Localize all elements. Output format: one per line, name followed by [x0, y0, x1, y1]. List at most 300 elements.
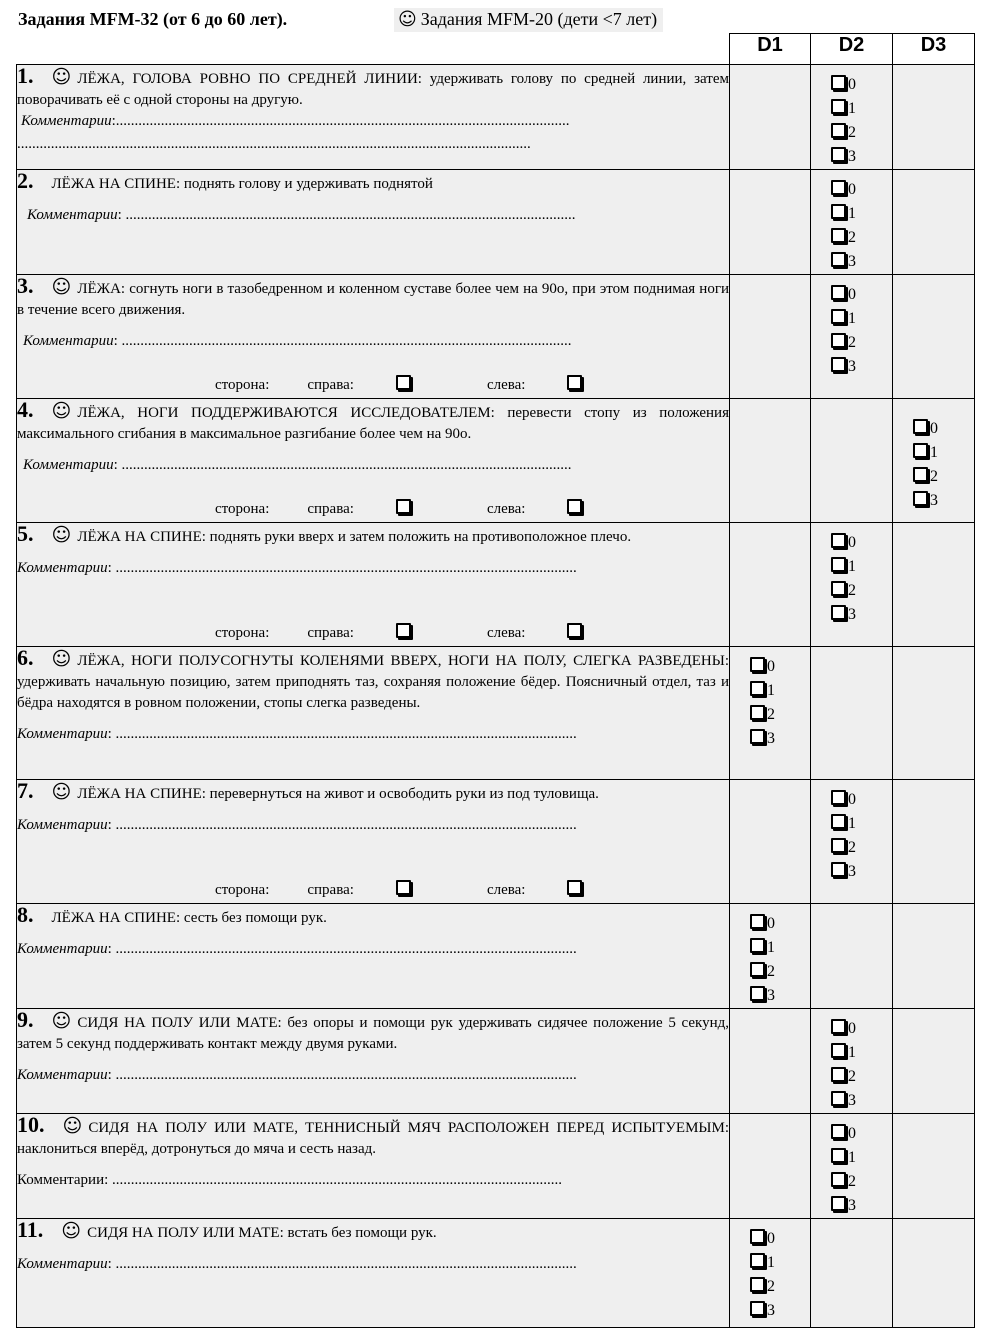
comment-line[interactable] [17, 558, 729, 579]
score-value: 2 [848, 334, 856, 351]
score-checkbox[interactable] [831, 1091, 846, 1106]
score-value: 3 [848, 1092, 856, 1109]
score-cell-d1 [730, 780, 811, 904]
mfm20-legend-text: Задания MFM-20 (дети <7 лет) [420, 9, 658, 29]
score-cell-d1 [730, 904, 811, 1009]
right-label: справа: [307, 882, 354, 898]
score-cell-d1 [730, 1114, 811, 1219]
score-cell-d1 [730, 1219, 811, 1328]
side-selector [215, 880, 658, 901]
score-cell-d2 [811, 904, 893, 1009]
smiley-icon: ☺ [51, 781, 72, 803]
left-checkbox[interactable] [567, 499, 582, 514]
task-number: 5. [17, 521, 34, 546]
score-cell-d1 [730, 523, 811, 647]
score-option[interactable] [831, 555, 892, 579]
score-cell-d2 [811, 65, 893, 170]
task-instruction: перевести стопу из положения максимального сгибания в максимальное разгибание более чем на 90о. [17, 405, 729, 442]
score-value: 3 [930, 492, 938, 509]
task-row [17, 1219, 975, 1328]
task-instruction: встать без помощи рук. [283, 1225, 437, 1241]
score-value: 1 [767, 939, 775, 956]
score-cell-d1 [730, 65, 811, 170]
score-option[interactable] [831, 1041, 892, 1065]
score-option[interactable] [831, 860, 892, 884]
task-instruction: сесть без помощи рук. [180, 910, 327, 926]
left-side-option[interactable] [487, 501, 621, 517]
side-selector [215, 375, 658, 396]
score-value: 3 [848, 253, 856, 270]
score-cell-d3 [893, 170, 975, 275]
score-option[interactable] [831, 1089, 892, 1113]
score-checkbox[interactable] [831, 180, 846, 195]
mfm20-legend [394, 8, 663, 32]
score-value: 3 [848, 1197, 856, 1214]
score-value: 2 [848, 839, 856, 856]
task-instruction: поднять голову и удерживать поднятой [180, 176, 433, 192]
task-number: 4. [17, 397, 34, 422]
score-checkbox[interactable] [831, 285, 846, 300]
score-checkbox[interactable] [831, 123, 846, 138]
task-description [17, 170, 729, 195]
score-option[interactable] [831, 579, 892, 603]
score-checkbox[interactable] [831, 1067, 846, 1082]
score-value: 3 [767, 987, 775, 1004]
score-option[interactable] [831, 1065, 892, 1089]
task-row [17, 275, 975, 399]
score-option[interactable] [750, 1275, 810, 1299]
right-checkbox[interactable] [396, 375, 411, 390]
score-cell-d3 [893, 523, 975, 647]
score-cell-d1 [730, 399, 811, 523]
score-value: 0 [848, 181, 856, 198]
score-option[interactable] [831, 836, 892, 860]
task-number: 6. [17, 645, 34, 670]
score-value: 3 [767, 1302, 775, 1319]
score-value: 0 [767, 915, 775, 932]
score-cell-d1 [730, 647, 811, 780]
score-checkbox[interactable] [750, 1301, 765, 1316]
score-value: 1 [848, 815, 856, 832]
score-checkbox[interactable] [750, 657, 765, 672]
right-label: справа: [307, 501, 354, 517]
left-side-option[interactable] [487, 882, 621, 898]
score-checkbox[interactable] [831, 1019, 846, 1034]
score-option[interactable] [750, 936, 810, 960]
score-option[interactable] [831, 531, 892, 555]
score-value: 0 [848, 76, 856, 93]
score-option[interactable] [750, 912, 810, 936]
score-option[interactable] [831, 250, 892, 274]
score-option[interactable] [831, 283, 892, 307]
left-label: слева: [486, 377, 526, 393]
score-cell-d2 [811, 1219, 893, 1328]
score-option[interactable] [913, 465, 974, 489]
score-cell-d1 [730, 1009, 811, 1114]
comment-line[interactable] [17, 1170, 729, 1191]
left-checkbox[interactable] [567, 623, 582, 638]
comment-dots: : ........................................................................................................................... [107, 1067, 577, 1083]
score-checkbox[interactable] [831, 838, 846, 853]
score-checkbox[interactable] [913, 443, 928, 458]
score-option[interactable] [831, 788, 892, 812]
score-checkbox[interactable] [831, 1148, 846, 1163]
score-checkbox[interactable] [831, 204, 846, 219]
comment-line[interactable] [17, 331, 729, 352]
task-title: ЛЁЖА, НОГИ ПОДДЕРЖИВАЮТСЯ ИССЛЕДОВАТЕЛЕМ: [77, 405, 495, 421]
task-title: ЛЁЖА, НОГИ ПОЛУСОГНУТЫ КОЛЕНЯМИ ВВЕРХ, НОГИ НА ПОЛУ, СЛЕГКА РАЗВЕДЕНЫ: [77, 653, 729, 669]
score-option[interactable] [831, 1194, 892, 1218]
score-value: 0 [848, 534, 856, 551]
score-checkbox[interactable] [831, 228, 846, 243]
score-value: 3 [848, 606, 856, 623]
side-label: сторона: [215, 377, 270, 393]
task-description [17, 523, 729, 548]
score-checkbox[interactable] [831, 581, 846, 596]
score-value: 3 [848, 358, 856, 375]
comment-line[interactable] [17, 455, 729, 476]
score-value: 1 [848, 100, 856, 117]
score-cell-d3 [893, 65, 975, 170]
score-value: 2 [930, 468, 938, 485]
task-instruction: согнуть ноги в тазобедренном и коленном суставе более чем на 90о, при этом поднимая ноги в течение всего движения. [17, 281, 729, 318]
task-description [17, 780, 729, 805]
task-cell [17, 399, 730, 523]
score-checkbox[interactable] [831, 309, 846, 324]
task-number: 8. [17, 902, 34, 927]
task-cell [17, 170, 730, 275]
score-checkbox[interactable] [831, 252, 846, 267]
right-checkbox[interactable] [396, 623, 411, 638]
score-option[interactable] [750, 960, 810, 984]
comment-line[interactable] [17, 1254, 729, 1275]
right-label: справа: [307, 377, 354, 393]
comment-label: Комментарии [17, 726, 108, 742]
comment-dots: : ........................................................................................................................... [107, 726, 577, 742]
score-cell-d3 [893, 647, 975, 780]
score-value: 1 [848, 205, 856, 222]
task-title: ЛЁЖА НА СПИНЕ: [51, 910, 181, 926]
score-checkbox[interactable] [831, 75, 846, 90]
score-value: 3 [767, 730, 775, 747]
task-instruction: перевернуться на живот и освободить руки из под туловища. [205, 786, 599, 802]
score-cell-d2 [811, 399, 893, 523]
smiley-icon: ☺ [51, 648, 72, 670]
task-instruction: удерживать начальную позицию, затем приподнять таз, сохраняя положение бёдер. Поясничный отдел, таз и бёдра находятся в ровном положении, стопы слегка разведены. [17, 674, 729, 711]
score-checkbox[interactable] [750, 986, 765, 1001]
task-description [17, 275, 729, 321]
score-value: 0 [848, 791, 856, 808]
comment-dots: : ........................................................................................................................ [117, 207, 576, 223]
score-value: 2 [848, 582, 856, 599]
score-option[interactable] [831, 1017, 892, 1041]
comment-dots: : ........................................................................................................................ [113, 333, 572, 349]
right-checkbox[interactable] [396, 880, 411, 895]
score-checkbox[interactable] [831, 605, 846, 620]
score-option[interactable] [750, 703, 810, 727]
task-number: 2. [17, 168, 34, 193]
right-side-option[interactable] [307, 625, 449, 641]
right-label: справа: [307, 625, 354, 641]
score-option[interactable] [913, 417, 974, 441]
right-checkbox[interactable] [396, 499, 411, 514]
task-description [17, 1219, 729, 1244]
task-number: 9. [17, 1007, 34, 1032]
score-value: 1 [848, 1044, 856, 1061]
task-number: 10. [17, 1112, 45, 1137]
task-title: ЛЁЖА НА СПИНЕ: [77, 529, 206, 545]
score-option[interactable] [831, 355, 892, 379]
score-checkbox[interactable] [831, 1124, 846, 1139]
task-cell [17, 65, 730, 170]
score-option[interactable] [831, 603, 892, 627]
score-option[interactable] [831, 145, 892, 169]
score-checkbox[interactable] [831, 557, 846, 572]
comment-dots: : ........................................................................................................................... [107, 560, 577, 576]
comment-label: Комментарии [17, 941, 108, 957]
task-number: 1. [17, 63, 34, 88]
page-header [18, 6, 968, 36]
score-checkbox[interactable] [913, 419, 928, 434]
task-row [17, 170, 975, 275]
comment-line[interactable] [17, 205, 729, 226]
score-checkbox[interactable] [913, 491, 928, 506]
task-description [17, 647, 729, 714]
comment-label: Комментарии [27, 207, 118, 223]
comment-line[interactable] [17, 724, 729, 745]
side-selector [215, 623, 658, 644]
comment-line-2[interactable] [17, 134, 729, 155]
comment-dots: : ........................................................................................................................ [113, 457, 572, 473]
score-checkbox[interactable] [750, 1277, 765, 1292]
score-value: 2 [767, 963, 775, 980]
task-row [17, 1114, 975, 1219]
score-value: 3 [848, 863, 856, 880]
score-cell-d3 [893, 399, 975, 523]
score-cell-d1 [730, 275, 811, 399]
score-option[interactable] [831, 1170, 892, 1194]
task-row [17, 647, 975, 780]
score-cell-d2 [811, 523, 893, 647]
score-option[interactable] [831, 331, 892, 355]
smiley-icon: ☺ [62, 1115, 83, 1137]
score-option[interactable] [913, 489, 974, 513]
score-checkbox[interactable] [831, 1043, 846, 1058]
score-checkbox[interactable] [831, 533, 846, 548]
column-header-d2: D2 [811, 34, 893, 65]
score-checkbox[interactable] [831, 99, 846, 114]
score-value: 1 [767, 682, 775, 699]
score-checkbox[interactable] [750, 729, 765, 744]
comment-label: Комментарии [17, 560, 108, 576]
comment-dots: : ........................................................................................................................... [107, 817, 577, 833]
task-cell [17, 904, 730, 1009]
task-description [17, 1009, 729, 1055]
task-description [17, 1114, 729, 1160]
score-checkbox[interactable] [750, 681, 765, 696]
score-cell-d3 [893, 275, 975, 399]
side-label: сторона: [215, 501, 270, 517]
score-checkbox[interactable] [750, 705, 765, 720]
score-option[interactable] [750, 1251, 810, 1275]
task-instruction: без опоры и помощи рук удерживать сидячее положение 5 секунд, затем 5 секунд поддерживать контакт между двумя руками. [17, 1015, 729, 1052]
score-cell-d3 [893, 1114, 975, 1219]
score-checkbox[interactable] [831, 862, 846, 877]
score-cell-d3 [893, 1009, 975, 1114]
right-side-option[interactable] [307, 377, 449, 393]
smiley-icon: ☺ [61, 1220, 82, 1242]
comment-dots: ......................................................................................................................................... [17, 136, 531, 152]
left-checkbox[interactable] [567, 375, 582, 390]
score-cell-d3 [893, 904, 975, 1009]
task-cell [17, 1219, 730, 1328]
score-value: 1 [848, 558, 856, 575]
task-number: 3. [17, 273, 34, 298]
score-option[interactable] [831, 307, 892, 331]
task-description [17, 904, 729, 929]
score-option[interactable] [831, 97, 892, 121]
task-row [17, 523, 975, 647]
task-title: ЛЁЖА: [77, 281, 126, 297]
smiley-icon: ☺ [398, 9, 417, 30]
score-option[interactable] [750, 1299, 810, 1323]
column-header-row [17, 34, 975, 65]
left-label: слева: [486, 882, 526, 898]
score-cell-d2 [811, 780, 893, 904]
score-option[interactable] [750, 679, 810, 703]
left-side-option[interactable] [487, 377, 621, 393]
task-cell [17, 275, 730, 399]
score-option[interactable] [831, 121, 892, 145]
score-value: 2 [848, 124, 856, 141]
comment-dots: :......................................................................................................................... [111, 113, 570, 129]
score-checkbox[interactable] [913, 467, 928, 482]
score-value: 1 [767, 1254, 775, 1271]
task-description [17, 65, 729, 111]
score-value: 2 [848, 229, 856, 246]
task-cell [17, 523, 730, 647]
score-checkbox[interactable] [750, 1253, 765, 1268]
score-cell-d2 [811, 275, 893, 399]
score-value: 0 [848, 1020, 856, 1037]
score-option[interactable] [831, 226, 892, 250]
side-selector [215, 499, 658, 520]
score-option[interactable] [831, 1146, 892, 1170]
task-row [17, 65, 975, 170]
smiley-icon: ☺ [51, 1010, 72, 1032]
page-title: Задания MFM-32 (от 6 до 60 лет). [18, 9, 288, 29]
score-value: 0 [767, 658, 775, 675]
task-row [17, 780, 975, 904]
score-checkbox[interactable] [831, 147, 846, 162]
score-option[interactable] [831, 812, 892, 836]
comment-label: Комментарии [17, 1256, 108, 1272]
score-cell-d2 [811, 1009, 893, 1114]
score-option[interactable] [750, 984, 810, 1008]
task-instruction: поднять руки вверх и затем положить на противоположное плечо. [205, 529, 632, 545]
score-checkbox[interactable] [750, 1229, 765, 1244]
score-checkbox[interactable] [831, 357, 846, 372]
score-value: 3 [848, 148, 856, 165]
task-cell [17, 1009, 730, 1114]
smiley-icon: ☺ [51, 524, 72, 546]
score-checkbox[interactable] [750, 938, 765, 953]
comment-line[interactable] [17, 939, 729, 960]
right-side-option[interactable] [307, 882, 449, 898]
column-header-d1: D1 [730, 34, 811, 65]
score-option[interactable] [750, 655, 810, 679]
left-side-option[interactable] [487, 625, 621, 641]
task-title: ЛЁЖА НА СПИНЕ: [77, 786, 206, 802]
score-option[interactable] [831, 73, 892, 97]
side-label: сторона: [215, 625, 270, 641]
side-label: сторона: [215, 882, 270, 898]
left-checkbox[interactable] [567, 880, 582, 895]
task-instruction: удерживать голову по средней линии, затем поворачивать её с одной стороны на другую. [17, 71, 730, 108]
task-instruction: наклониться вперёд, дотронуться до мяча и сесть назад. [17, 1141, 377, 1157]
score-option[interactable] [831, 1122, 892, 1146]
score-option[interactable] [750, 727, 810, 751]
score-value: 1 [848, 1149, 856, 1166]
assessment-table [16, 33, 975, 1328]
comment-line[interactable] [17, 815, 729, 836]
score-checkbox[interactable] [831, 333, 846, 348]
comment-dots: : ........................................................................................................................... [107, 1256, 577, 1272]
score-option[interactable] [913, 441, 974, 465]
comment-line[interactable] [17, 1065, 729, 1086]
smiley-icon: ☺ [51, 66, 72, 88]
comment-dots: : ........................................................................................................................ [104, 1172, 563, 1188]
score-cell-d2 [811, 1114, 893, 1219]
task-cell [17, 780, 730, 904]
comment-label: Комментарии [23, 333, 114, 349]
comment-label: Комментарии [21, 113, 112, 129]
score-value: 2 [767, 706, 775, 723]
task-number: 7. [17, 778, 34, 803]
score-value: 2 [848, 1068, 856, 1085]
comment-label: Комментарии [23, 457, 114, 473]
score-value: 0 [767, 1230, 775, 1247]
right-side-option[interactable] [307, 501, 449, 517]
score-option[interactable] [750, 1227, 810, 1251]
task-title: СИДЯ НА ПОЛУ ИЛИ МАТЕ: [77, 1015, 282, 1031]
score-cell-d2 [811, 647, 893, 780]
task-title: СИДЯ НА ПОЛУ ИЛИ МАТЕ: [87, 1225, 284, 1241]
score-checkbox[interactable] [750, 962, 765, 977]
comment-dots: : ........................................................................................................................... [107, 941, 577, 957]
task-description [17, 399, 729, 445]
score-option[interactable] [831, 202, 892, 226]
score-checkbox[interactable] [831, 814, 846, 829]
score-checkbox[interactable] [831, 790, 846, 805]
comment-line[interactable] [17, 111, 729, 132]
comment-label: Комментарии [17, 1172, 105, 1188]
header-spacer [17, 34, 730, 65]
score-value: 2 [767, 1278, 775, 1295]
comment-label: Комментарии [17, 817, 108, 833]
score-checkbox[interactable] [831, 1172, 846, 1187]
score-value: 0 [848, 286, 856, 303]
score-value: 1 [848, 310, 856, 327]
task-cell [17, 1114, 730, 1219]
score-checkbox[interactable] [831, 1196, 846, 1211]
score-checkbox[interactable] [750, 914, 765, 929]
task-row [17, 1009, 975, 1114]
task-number: 11. [17, 1217, 44, 1242]
score-cell-d3 [893, 1219, 975, 1328]
score-option[interactable] [831, 178, 892, 202]
left-label: слева: [486, 501, 526, 517]
